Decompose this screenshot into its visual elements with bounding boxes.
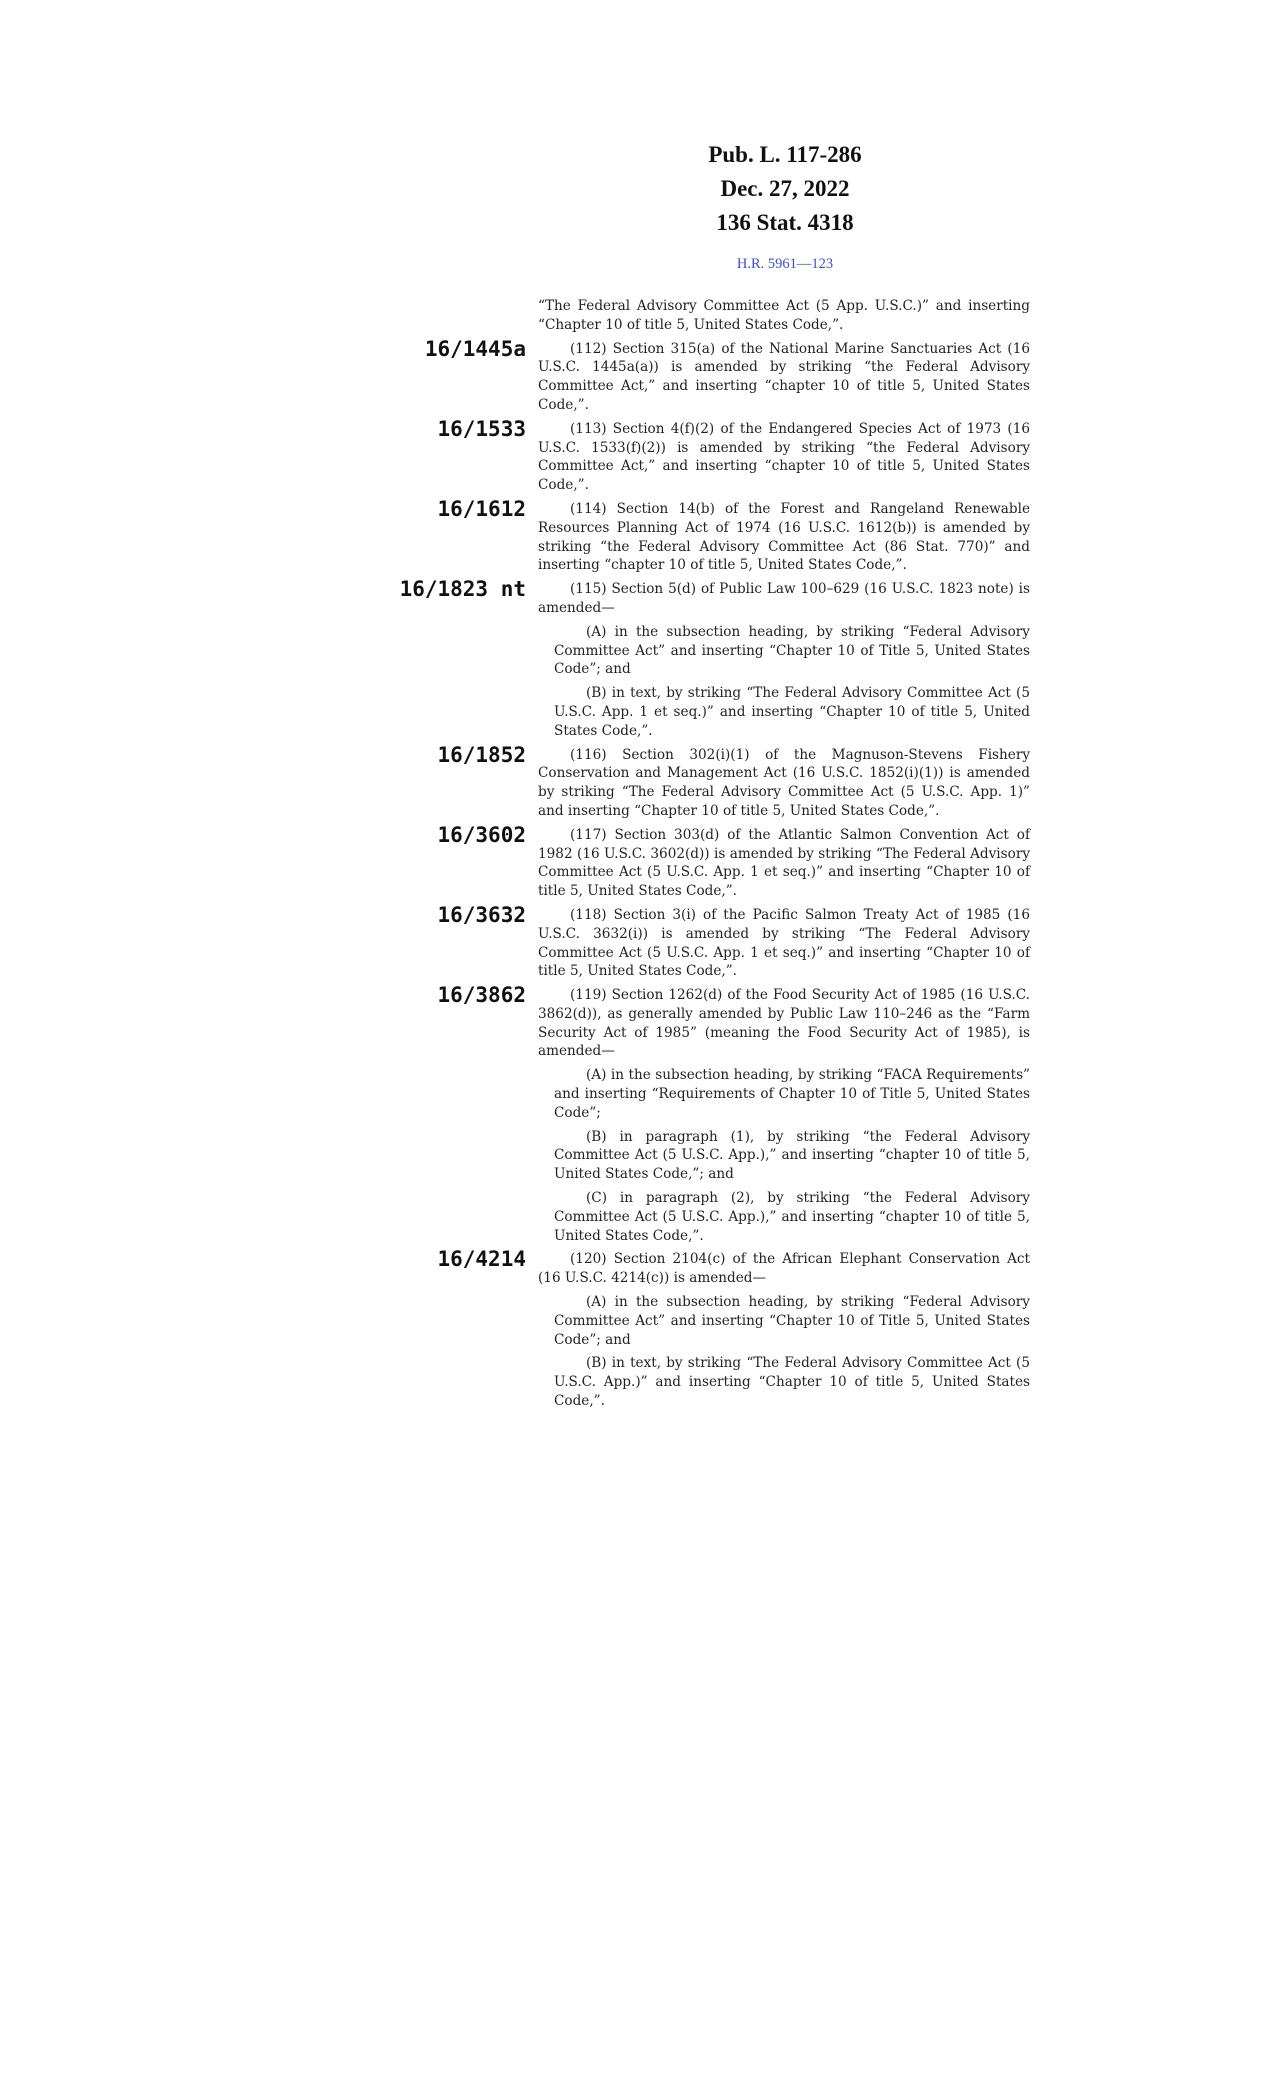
margin-citation: 16/1823 nt [399,577,526,602]
subparagraph [554,1128,1030,1184]
margin-citation: 16/1852 [437,742,526,767]
running-head: H.R. 5961—123 [736,256,834,272]
margin-citation: 16/1445a [424,336,526,361]
subparagraph [554,623,1030,679]
subparagraph-text: (C) in paragraph (2), by striking “the Federal Advisory Committee Act (5 U.S.C. App.),” and inserting “chapter 10 of title 5, United States Code,”. [554,1190,1030,1244]
document-body [399,297,1030,1416]
paragraph-text: (118) Section 3(i) of the Pacific Salmon Treaty Act of 1985 (16 U.S.C. 3632(i)) is amended by striking “The Federal Advisory Committee Act (5 U.S.C. App. 1 et seq.)” and inserting “Chapter 10 of title 5, United States Code,”. [538,906,1030,980]
paragraph-text: (119) Section 1262(d) of the Food Security Act of 1985 (16 U.S.C. 3862(d)), as generally amended by Public Law 110–246 as the “Farm Security Act of 1985” (meaning the Food Security Act of 1985), is amended— [538,987,1030,1060]
subparagraph-text: (A) in the subsection heading, by striking “Federal Advisory Committee Act” and inserting “Chapter 10 of Title 5, United States Code”; and [554,623,1030,678]
margin-citation: 16/3862 [437,983,526,1008]
paragraph-113 [437,416,1030,495]
margin-citation: 16/4214 [437,1247,526,1272]
paragraph-115 [399,577,1030,618]
paragraph [538,297,1030,335]
paragraph-116 [437,742,1030,821]
subparagraph [554,1189,1030,1245]
paragraph-text: (113) Section 4(f)(2) of the Endangered Species Act of 1973 (16 U.S.C. 1533(f)(2)) is amended by striking “the Federal Advisory Committee Act,” and inserting “chapter 10 of title 5, United States Code,”. [538,420,1030,494]
paragraph-119 [437,983,1030,1061]
paragraph-text: (115) Section 5(d) of Public Law 100–629 (16 U.S.C. 1823 note) is amended— [538,581,1030,616]
paragraph-114 [437,496,1030,575]
subparagraph-text: (B) in paragraph (1), by striking “the Federal Advisory Committee Act (5 U.S.C. App.),” and inserting “chapter 10 of title 5, United States Code,”; and [554,1128,1030,1183]
enactment-date: Dec. 27, 2022 [720,176,850,201]
subparagraph-text: (B) in text, by striking “The Federal Advisory Committee Act (5 U.S.C. App.)” and inserting “Chapter 10 of title 5, United States Code,”. [554,1355,1030,1410]
subparagraph [554,684,1030,740]
paragraph-117 [437,822,1030,901]
paragraph-118 [437,902,1030,981]
public-law-number: Pub. L. 117-286 [708,142,862,167]
subparagraph [554,1293,1030,1349]
subparagraph [554,1354,1030,1410]
subparagraph [554,1066,1030,1122]
subparagraph-text: (A) in the subsection heading, by striking “FACA Requirements” and inserting “Requirements of Chapter 10 of Title 5, United States Code”; [554,1067,1030,1121]
margin-citation: 16/3602 [437,822,526,847]
paragraph-text: (117) Section 303(d) of the Atlantic Salmon Convention Act of 1982 (16 U.S.C. 3602(d)) is amended by striking “The Federal Advisory Committee Act (5 U.S.C. App. 1 et seq.)” and inserting “Chapter 10 of title 5, United States Code,”. [538,826,1030,900]
paragraph-text: (120) Section 2104(c) of the African Elephant Conservation Act (16 U.S.C. 4214(c)) is amended— [538,1251,1030,1287]
page-header [620,138,950,240]
statute-page: 136 Stat. 4318 [716,210,854,235]
subparagraph-text: (A) in the subsection heading, by striking “Federal Advisory Committee Act” and inserting “Chapter 10 of Title 5, United States Code”; and [554,1294,1030,1348]
margin-citation: 16/3632 [437,902,526,927]
margin-citation: 16/1533 [437,416,526,441]
paragraph-text: (112) Section 315(a) of the National Marine Sanctuaries Act (16 U.S.C. 1445a(a)) is amended by striking “the Federal Advisory Committee Act,” and inserting “chapter 10 of title 5, United States Code,”. [538,340,1030,413]
margin-citation: 16/1612 [437,496,526,521]
paragraph-112 [424,336,1030,415]
paragraph-text: (116) Section 302(i)(1) of the Magnuson-Stevens Fishery Conservation and Management Act (16 U.S.C. 1852(i)(1)) is amended by striking “The Federal Advisory Committee Act (5 U.S.C. App. 1)” and inserting “Chapter 10 of title 5, United States Code,”. [538,746,1030,819]
subparagraph-text: (B) in text, by striking “The Federal Advisory Committee Act (5 U.S.C. App. 1 et seq.)” and inserting “Chapter 10 of title 5, United States Code,”. [554,685,1030,739]
paragraph-120 [437,1247,1030,1288]
paragraph-text: (114) Section 14(b) of the Forest and Rangeland Renewable Resources Planning Act of 1974 (16 U.S.C. 1612(b)) is amended by striking “the Federal Advisory Committee Act (86 Stat. 770)” and inserting “chapter 10 of title 5, United States Code,”. [538,500,1030,574]
paragraph-text: “The Federal Advisory Committee Act (5 App. U.S.C.)” and inserting “Chapter 10 of title 5, United States Code,”. [538,298,1030,333]
